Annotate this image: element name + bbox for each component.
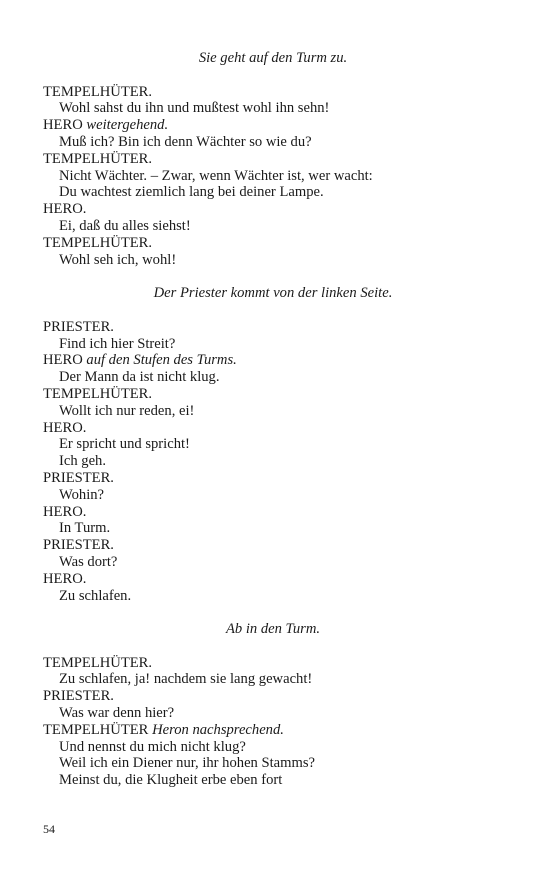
speaker-direction: Heron nachsprechend. [152,721,284,738]
verse-line: In Turm. [59,520,111,537]
blank-line [43,268,503,285]
speaker-line [43,504,503,521]
text-body [43,50,503,789]
speaker-name: TEMPELHÜTER. [43,150,153,167]
verse-line: Wohl seh ich, wohl! [59,251,177,268]
verse-line: Der Mann da ist nicht klug. [59,369,220,386]
speaker-line [43,235,503,252]
stage-direction: Ab in den Turm. [225,621,321,638]
speaker-line [43,352,503,369]
verse-line: Nicht Wächter. – Zwar, wenn Wächter ist, wer wacht: [59,167,373,184]
speaker-line [43,571,503,588]
verse-line: Ich geh. [59,453,107,470]
verse-line: Muß ich? Bin ich denn Wächter so wie du? [59,133,312,150]
verse-line: Zu schlafen, ja! nachdem sie lang gewacht! [59,671,313,688]
speaker-line [43,84,503,101]
speaker-direction: weitergehend. [86,117,169,134]
verse-line: Ei, daß du alles siehst! [59,217,191,234]
speaker-line [43,386,503,403]
speaker-name: HERO. [43,419,87,436]
verse-line: Wohl sahst du ihn und mußtest wohl ihn sehn! [59,100,330,117]
verse-line: Find ich hier Streit? [59,335,176,352]
speaker-line [43,655,503,672]
speaker-name: TEMPELHÜTER. [43,83,153,100]
verse-line: Was dort? [59,553,118,570]
verse-line: Meinst du, die Klugheit erbe eben fort [59,772,283,789]
speaker-name: HERO [43,117,83,134]
speaker-name: HERO. [43,570,87,587]
speaker-line [43,688,503,705]
speaker-name: TEMPELHÜTER. [43,385,153,402]
speaker-name: PRIESTER. [43,688,114,705]
speaker-name: HERO [43,352,83,369]
speaker-line [43,722,503,739]
blank-line [43,604,503,621]
speaker-name: PRIESTER. [43,318,114,335]
verse-line: Du wachtest ziemlich lang bei deiner Lampe. [59,184,324,201]
speaker-name: HERO. [43,201,87,218]
speaker-line [43,201,503,218]
speaker-line [43,151,503,168]
speaker-name: TEMPELHÜTER. [43,234,153,251]
verse-line: Weil ich ein Diener nur, ihr hohen Stamms? [59,755,315,772]
speaker-line [43,470,503,487]
verse-line: Zu schlafen. [59,587,132,604]
stage-direction: Sie geht auf den Turm zu. [198,50,348,66]
page-number: 54 [43,822,55,836]
speaker-name: TEMPELHÜTER. [43,654,153,671]
speaker-name: TEMPELHÜTER [43,721,149,738]
stage-direction: Der Priester kommt von der linken Seite. [153,285,393,302]
blank-line [43,638,503,655]
speaker-direction: auf den Stufen des Turms. [86,352,237,369]
speaker-line [43,420,503,437]
verse-line: Wohin? [59,486,105,503]
speaker-name: HERO. [43,503,87,520]
blank-line [43,67,503,84]
speaker-name: PRIESTER. [43,469,114,486]
speaker-line [43,319,503,336]
speaker-line [43,537,503,554]
verse-line: Was war denn hier? [59,705,175,722]
speaker-line [43,117,503,134]
verse-line: Und nennst du mich nicht klug? [59,738,246,755]
blank-line [43,302,503,319]
verse-line: Wollt ich nur reden, ei! [59,402,195,419]
speaker-name: PRIESTER. [43,537,114,554]
verse-line: Er spricht und spricht! [59,436,190,453]
